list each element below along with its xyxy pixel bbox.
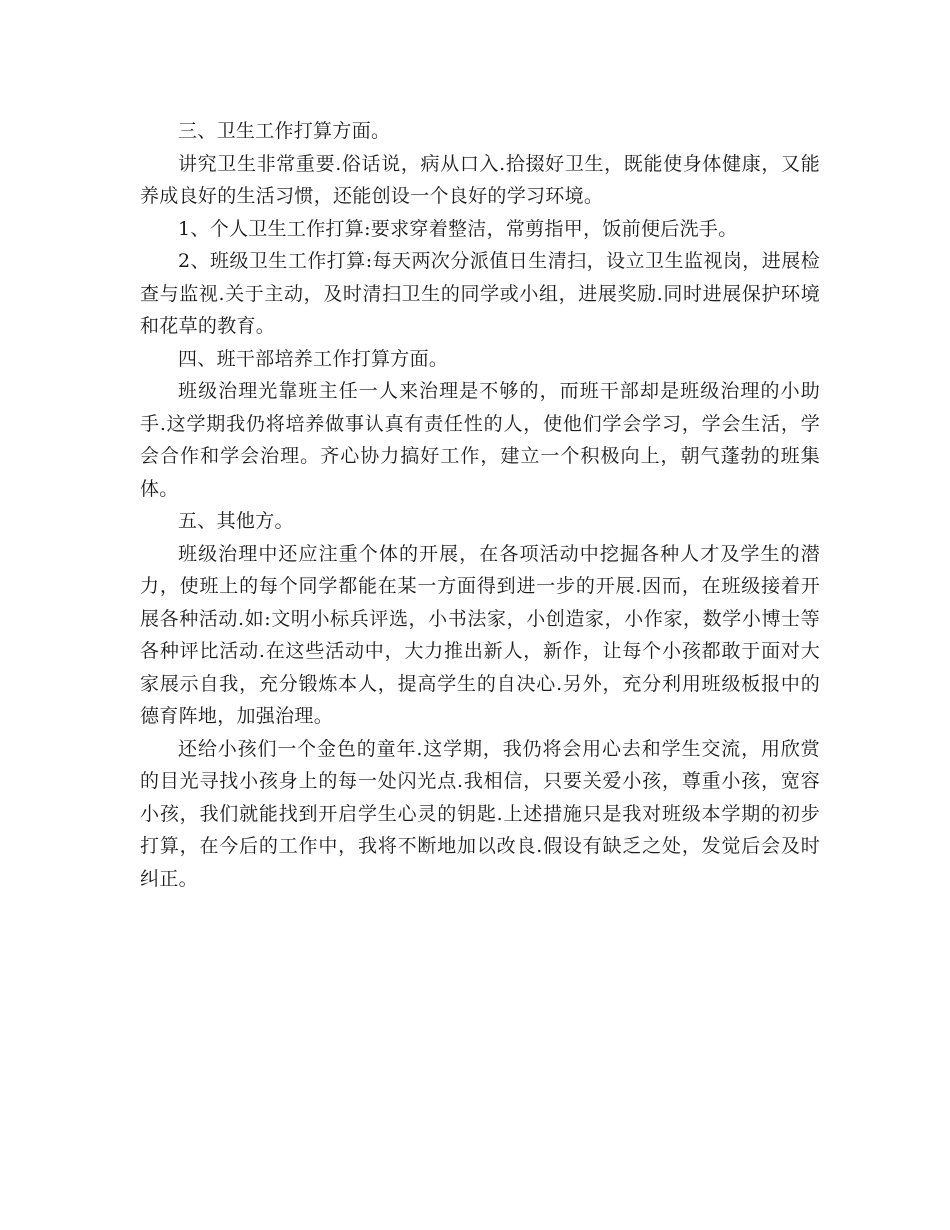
list-item: 2、班级卫生工作打算:每天两次分派值日生清扫，设立卫生监视岗，进展检查与监视.关于主动，及时清扫卫生的同学或小组，进展奖励.同时进展保护环境和花草的教育。	[140, 250, 820, 337]
paragraph: 还给小孩们一个金色的童年.这学期，我仍将会用心去和学生交流，用欣赏的目光寻找小孩身上的每一处闪光点.我相信，只要关爱小孩，尊重小孩，宽容小孩，我们就能找到开启学生心灵的钥匙.上述措施只是我对班级本学期的初步打算，在今后的工作中，我将不断地加以改良.假设有缺乏之处，发觉后会及时纠正。	[140, 737, 820, 890]
paragraph: 班级治理光靠班主任一人来治理是不够的，而班干部却是班级治理的小助手.这学期我仍将培养做事认真有责任性的人，使他们学会学习，学会生活，学会合作和学会治理。齐心协力搞好工作，建立一个积极向上，朝气蓬勃的班集体。	[140, 380, 820, 500]
document-body	[140, 115, 820, 895]
paragraph: 讲究卫生非常重要.俗话说，病从口入.拾掇好卫生，既能使身体健康，又能养成良好的生活习惯，还能创设一个良好的学习环境。	[140, 152, 820, 207]
list-item: 1、个人卫生工作打算:要求穿着整洁，常剪指甲，饭前便后洗手。	[178, 217, 738, 240]
paragraph: 班级治理中还应注重个体的开展，在各项活动中挖掘各种人才及学生的潜力，使班上的每个同学都能在某一方面得到进一步的开展.因而，在班级接着开展各种活动.如:文明小标兵评选，小书法家，小创造家，小作家，数学小博士等各种评比活动.在这些活动中，大力推出新人，新作，让每个小孩都敢于面对大家展示自我，充分锻炼本人，提高学生的自决心.另外，充分利用班级板报中的德育阵地，加强治理。	[140, 542, 820, 727]
section-heading-other: 五、其他方。	[178, 510, 294, 532]
section-heading-class-cadre: 四、班干部培养工作打算方面。	[178, 347, 449, 370]
section-heading-hygiene: 三、卫生工作打算方面。	[178, 120, 391, 142]
